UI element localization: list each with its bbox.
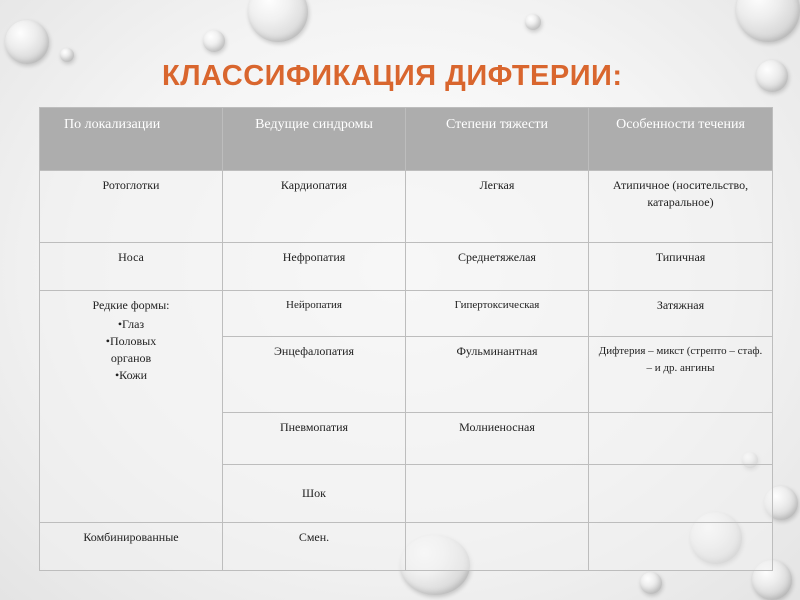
water-drop-decoration: [203, 30, 225, 52]
page-title: КЛАССИФИКАЦИЯ ДИФТЕРИИ:: [162, 60, 623, 92]
list-item: •Половых органов: [105, 334, 157, 365]
water-drop-decoration: [756, 60, 788, 92]
water-drop-decoration: [60, 48, 74, 62]
cell-syndrome: Нейропатия: [223, 291, 406, 337]
water-drop-decoration: [5, 20, 49, 64]
cell-localization: Ротоглотки: [40, 171, 223, 243]
cell-syndrome: Пневмопатия: [223, 413, 406, 465]
table-row: [40, 523, 773, 571]
rare-forms-list: [46, 316, 216, 384]
cell-severity: Молниеносная: [406, 413, 589, 465]
classification-table: [39, 107, 773, 571]
header-severity: Степени тяжести: [406, 108, 589, 171]
cell-course: Дифтерия – микст (стрепто – стаф. – и др. ангины: [589, 337, 773, 413]
cell-syndrome: Нефропатия: [223, 243, 406, 291]
cell-severity: Фульминантная: [406, 337, 589, 413]
cell-syndrome: Энцефалопатия: [223, 337, 406, 413]
list-item: •Глаз: [117, 317, 145, 331]
water-drop-decoration: [736, 0, 800, 42]
table-row: [40, 291, 773, 337]
rare-forms-title: Редкие формы:: [92, 298, 170, 312]
table-header-row: [40, 108, 773, 171]
cell-severity: [406, 523, 589, 571]
cell-syndrome: Кардиопатия: [223, 171, 406, 243]
list-item: •Кожи: [114, 368, 148, 382]
header-course: Особенности течения: [589, 108, 773, 171]
water-drop-decoration: [248, 0, 308, 42]
table-row: [40, 171, 773, 243]
cell-course: [589, 465, 773, 523]
cell-syndrome: Шок: [223, 465, 406, 523]
water-drop-decoration: [640, 572, 662, 594]
header-localization: По локализации: [40, 108, 223, 171]
cell-course: [589, 523, 773, 571]
cell-course: Атипичное (носительство, катаральное): [589, 171, 773, 243]
cell-localization-rare-forms: [40, 291, 223, 523]
water-drop-decoration: [525, 14, 541, 30]
header-syndromes: Ведущие синдромы: [223, 108, 406, 171]
cell-severity: [406, 465, 589, 523]
cell-syndrome: Смен.: [223, 523, 406, 571]
cell-course: [589, 413, 773, 465]
cell-severity: Легкая: [406, 171, 589, 243]
cell-course: Типичная: [589, 243, 773, 291]
cell-course: Затяжная: [589, 291, 773, 337]
table-row: [40, 243, 773, 291]
cell-severity: Среднетяжелая: [406, 243, 589, 291]
cell-severity: Гипертоксическая: [406, 291, 589, 337]
cell-localization: Носа: [40, 243, 223, 291]
cell-localization: Комбинированные: [40, 523, 223, 571]
